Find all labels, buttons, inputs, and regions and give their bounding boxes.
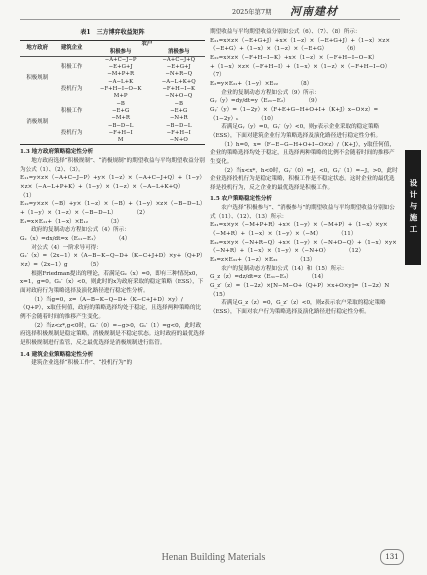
paragraph: 对公式（4）一阶求导可得： <box>31 244 102 251</box>
issue-label: 2025年第7期 <box>232 8 272 16</box>
cell-r4b: −B−D−L −F+H−I −N+O <box>166 122 192 144</box>
section-heading: 1.3 地方政府策略稳定性分析 <box>20 149 94 156</box>
paragraph: 若满足G_z（z）=0，G_z′（z）<0，则z表示农户采取的稳定策略（ESS），下面对农户行为策略选择及演化路径进行稳定性分析。 <box>210 300 386 315</box>
cell-r2b: −A−L+K+Q −F+H−I−K −N+O−Q <box>161 78 196 100</box>
row-gov-1: 积极规制 <box>26 75 48 82</box>
equation-12: E₃₂=x×y×（−N+R−Q）+x×（1−y）×（−N+O−Q）+（1−x）×y×（−N+R）+（1−x）×（1−y）×（−N+O） （12） <box>210 239 397 255</box>
left-column <box>20 28 205 368</box>
header-divider <box>20 19 400 20</box>
paragraph: （1）h=0，x=（F−E−G−H+O+I−O×z）/（K+J），y取任何值，企业的策略选择均处于稳定，且选择两种策略的比例不会随着时间的推移产生变化。 <box>210 141 395 165</box>
row-ent-3: 积极工作 <box>60 107 83 114</box>
paragraph: 农户的复制动态方程如公式（14）和（15）所示： <box>221 265 348 272</box>
payoff-table <box>20 40 205 145</box>
equation-8: E₂=y×E₂₁+（1−y）×E₂₂ （8） <box>210 80 313 87</box>
section-heading: 1.5 农户策略稳定性分析 <box>210 196 273 203</box>
paragraph: 根据Friedman提出的理论，若满足Gₓ（x）=0，即有三种情况x0，x=1，g=0。Gₓ′（x）<0，则此时的x为政府采取的稳定策略（ESS），下面对政府行为策略选择及演化路径进行稳定性分析。 <box>20 270 204 294</box>
th-ent: 建筑企业 <box>60 44 83 51</box>
journal-brand: 河南建材 <box>290 5 338 18</box>
equation-11: E₃₁=x×y×（−M+P+R）+x×（1−y）×（−M+P）+（1−x）×y×（−M+R）+（1−x）×（1−y）×（−M） （11） <box>210 222 388 238</box>
th-gov: 地方政府 <box>26 44 48 51</box>
page-number: 131 <box>380 549 404 565</box>
cell-r3b: −B −E+G −N+R <box>169 100 188 122</box>
paragraph: （2）当x<x*，h<0时，Gᵧ′（0）=J，<0，Gᵧ′（1）=−J，>0，此时企业选择投机行为是稳定策略，积极工作是不稳定状态。这时企业的最优选择是投机行为，反之企业的最优选择是积极工作。 <box>210 167 398 191</box>
row-gov-2: 消极规制 <box>26 118 48 125</box>
th-a: 积极参与 <box>109 48 132 55</box>
equation-5: Gₓ′（x）=（2x−1）×（A−B−K−Q−D+（K−C+J+D）×y+（Q+P）×z）=（2x−1）g （5） <box>20 253 203 268</box>
paragraph: 期望收益与平均期望收益分别如公式（6）、（7）、（8）所示： <box>210 29 361 35</box>
paragraph: 建筑企业选择“积极工作”、“投机行为”的 <box>31 360 133 367</box>
row-ent-4: 投机行为 <box>60 129 83 136</box>
section-sidebar-tab: 设计与施工 <box>405 150 421 265</box>
th-b: 消极参与 <box>167 48 190 55</box>
cell-r2a: −A−L+K −F+H−I−O−K M+P <box>99 78 142 100</box>
equation-6: E₂₁=x×z×（−E+G+J）+x×（1−z）×（−E+G+J）+（1−x）×z×（−E+G）+（1−x）×（1−z）×（−E+G） （6） <box>210 37 391 53</box>
paragraph: 地方政府选择“积极规制”、“消极规制”的期望收益与平均期望收益分别为公式（1）、（2）、（3）。 <box>20 158 205 173</box>
equation-9: Gᵧ（y）=dy/dt=y（E₂₁−E₂） （9） <box>210 98 321 105</box>
table-title: 表1 三方博弈收益矩阵 <box>80 29 145 36</box>
paragraph: 农户选择“积极参与”、“消极参与”的期望收益与平均期望收益分别如公式（11）、（12）、（13）所示： <box>210 205 395 220</box>
equation-15: G_z′（z）=（1−2z）×[N−M−O+（Q+P）×x+O×y]=（1−2z）N （15） <box>210 283 412 298</box>
equation-1: E₁₁=y×z×（−A+C−J−P）+y×（1−z）×（−A+C−J+Q）+（1−y）×z×（−A−L+P+K）+（1−y）×（1−z）×（−A−L+K+Q） （1） <box>20 175 205 199</box>
right-column <box>210 28 412 317</box>
cell-r3a: −B −E+G −M+R <box>111 100 130 122</box>
cell-r1b: −A+C−J+Q −E+G+J −N+R−Q <box>162 56 196 78</box>
paragraph: （1）当g=0，z=（A−B−K−Q−D+（K−C+J+D）×y）/（Q+P），x取任何值，政府的策略选择均处于稳定，且选择两种策略的比例不会随着时间的推移产生变化。 <box>20 296 202 320</box>
th-farm: 农户 <box>141 41 153 48</box>
paragraph: 若满足Gᵧ（y）=0，Gᵧ′（y）<0，则y表示企业采取的稳定策略（ESS），下面对建筑企业行为策略选择及演化路径进行稳定性分析。 <box>210 124 382 139</box>
row-ent-2: 投机行为 <box>60 86 83 93</box>
equation-4: Gₓ（x）=dx/dt=x（E₁₁−E₁） （4） <box>20 236 131 243</box>
row-ent-1: 积极工作 <box>60 64 83 71</box>
equation-3: E₁=x×E₁₁+（1−x）×E₁₂ （3） <box>20 218 123 225</box>
equation-7: E₂₂=x×z×（−F+H−I−K）+x×（1−z）×（−F+H−I−O−K）+（1−x）×z×（−F+H−I）+（1−x）×（1−z）×（−F+H−I−O） （7） <box>210 54 410 79</box>
cell-r1a: −A+C−J−P −E+G+J −M+P+R <box>104 56 137 78</box>
footer-title: Henan Building Materials <box>161 552 266 563</box>
equation-2: E₁₂=y×z×（−B）+y×（1−z）×（−B）+（1−y）×z×（−B−D−L）+（1−y）×（1−z）×（−B−D−L） （2） <box>20 201 203 217</box>
equation-10: Gᵧ′（y）=（1−2y）×（F+E+G−H+O+I+（K+J）x−O×z）=（1−2y）ₕ （10） <box>210 106 379 122</box>
section-heading: 1.4 建筑企业策略稳定性分析 <box>20 351 94 358</box>
paragraph: （2）当z<z*,g<0时，Gₓ′（0）=−g>0，Gₓ′（1）=g<0，此时政府选择积极规制是稳定策略，消极规制是不稳定状态。这时政府的最优选择是积极规制进行监管，反之最优选择是消极规制进行监管。 <box>20 322 205 346</box>
equation-13: E₃=z×E₃₁+（1−z）×E₃₂ （13） <box>210 257 316 264</box>
paragraph: 政府的复制动态方程如公式（4）所示： <box>31 227 130 234</box>
equation-14: G_z（z）=dz/dt=z（E₃₁−E₃） （14） <box>210 274 327 281</box>
paragraph: 企业的复制动态方程如公式（9）所示： <box>221 89 320 96</box>
page-header <box>0 0 427 22</box>
cell-r4a: −B−D−L −F+H−I M <box>107 122 134 144</box>
